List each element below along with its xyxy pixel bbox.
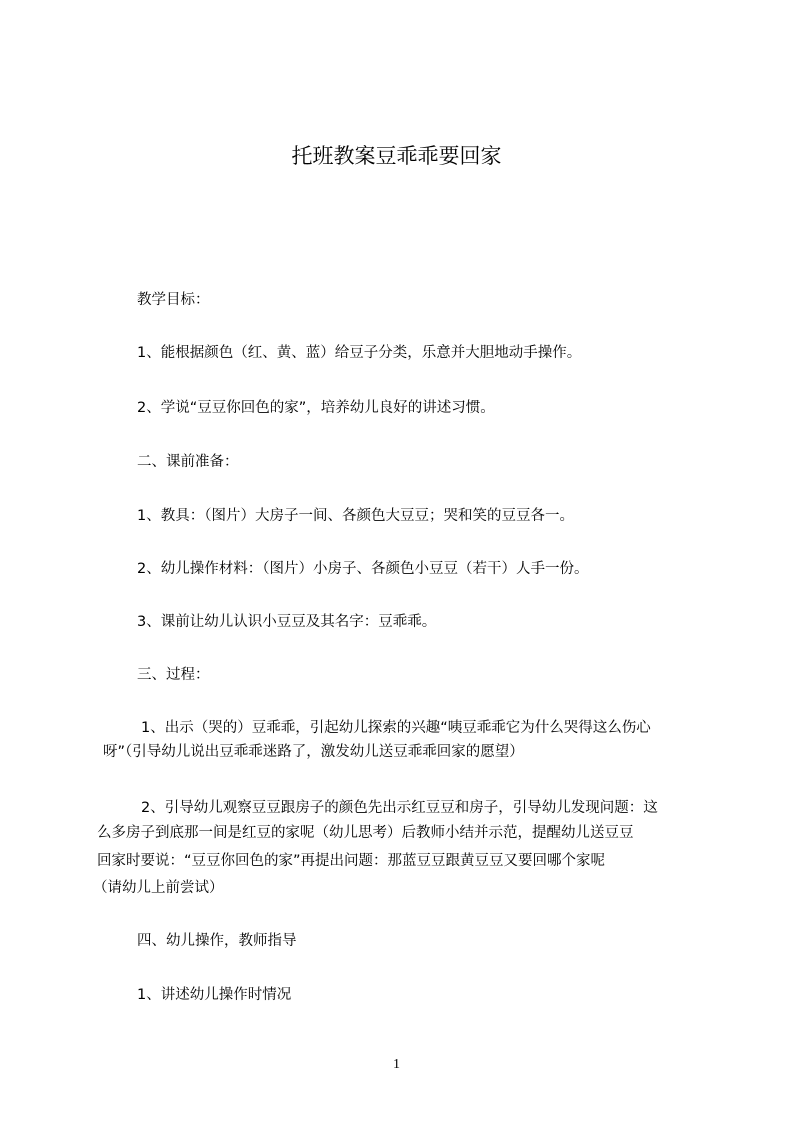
page-title: 托班教案豆乖乖要回家 xyxy=(291,144,502,168)
paragraph-goal-2: 2、学说“豆豆你回色的家”，培养幼儿良好的讲述习惯。 xyxy=(137,400,495,416)
paragraph-prep-3: 3、课前让幼儿认识小豆豆及其名字：豆乖乖。 xyxy=(137,614,437,630)
paragraph-process-2-line-3: 回家时要说：“豆豆你回色的家”再提出问题：那蓝豆豆跟黄豆豆又要回哪个家呢 xyxy=(97,853,606,869)
section-heading-process: 三、过程： xyxy=(137,667,210,683)
paragraph-goal-1: 1、能根据颜色（红、黄、蓝）给豆子分类，乐意并大胆地动手操作。 xyxy=(137,345,582,361)
paragraph-process-1-line-1: 1、出示（哭的）豆乖乖，引起幼儿探索的兴趣“咦豆乖乖它为什么哭得这么伤心 xyxy=(141,720,651,736)
section-heading-goals: 教学目标： xyxy=(137,292,210,308)
paragraph-process-2-line-2: 么多房子到底那一间是红豆的家呢（幼儿思考）后教师小结并示范，提醒幼儿送豆豆 xyxy=(97,825,634,841)
paragraph-process-2-line-1: 2、引导幼儿观察豆豆跟房子的颜色先出示红豆豆和房子，引导幼儿发现问题：这 xyxy=(141,800,658,816)
paragraph-prep-1: 1、教具：（图片）大房子一间、各颜色大豆豆；哭和笑的豆豆各一。 xyxy=(137,508,574,524)
paragraph-prep-2: 2、幼儿操作材料：（图片）小房子、各颜色小豆豆（若干）人手一份。 xyxy=(137,561,589,577)
paragraph-process-2-line-4: （请幼儿上前尝试） xyxy=(93,880,224,896)
paragraph-process-1-line-2: 呀”（引导幼儿说出豆乖乖迷路了，激发幼儿送豆乖乖回家的愿望） xyxy=(103,744,524,760)
section-heading-preparation: 二、课前准备： xyxy=(137,454,239,470)
paragraph-operation-1: 1、讲述幼儿操作时情况 xyxy=(137,987,292,1003)
page-number: 1 xyxy=(393,1057,400,1072)
section-heading-operation: 四、幼儿操作，教师指导 xyxy=(137,933,297,949)
